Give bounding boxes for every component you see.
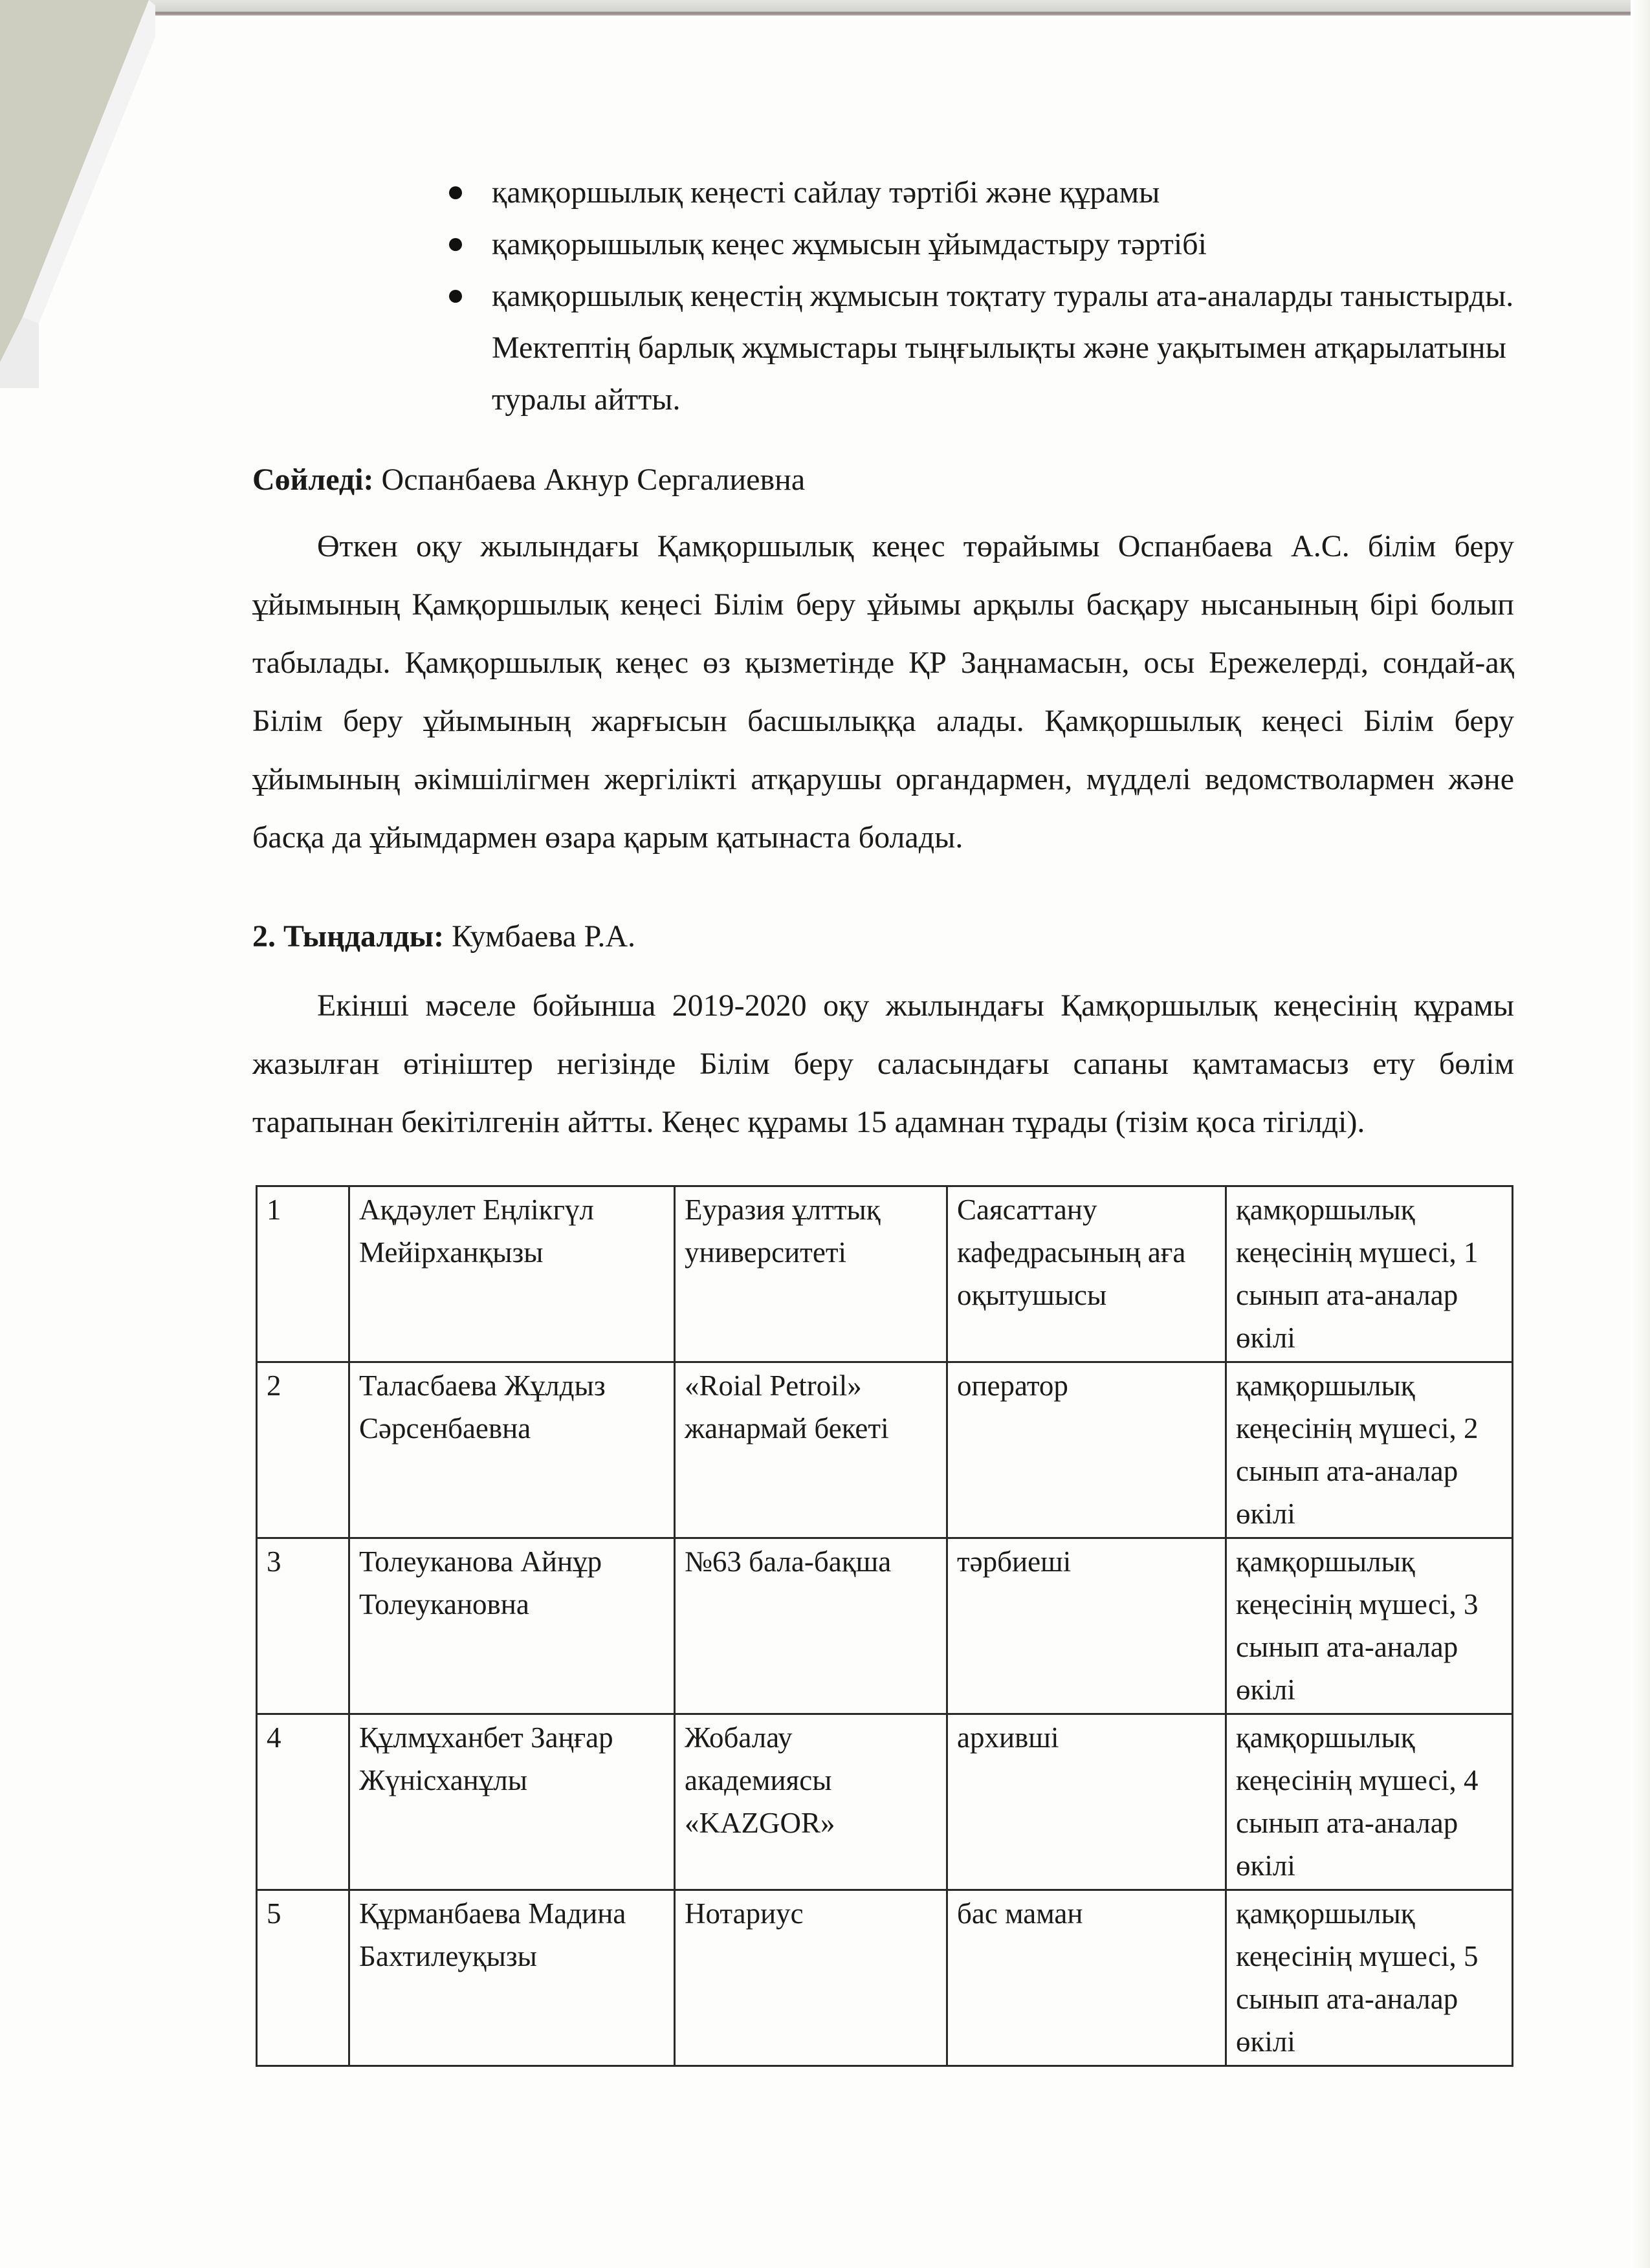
bullet-item (440, 219, 1540, 270)
bullet-text: қамқорышылық кеңес жұмысын ұйымдастыру тәртібі (492, 227, 1207, 261)
cell-position: архивші (947, 1714, 1226, 1890)
bullet-list (440, 167, 1540, 426)
table-row (257, 1362, 1513, 1538)
heard-name: Кумбаева Р.А. (452, 919, 636, 954)
bullet-item (440, 167, 1540, 219)
members-table (256, 1185, 1513, 2067)
bullet-item (440, 270, 1540, 426)
cell-organization: Жобалау академиясы «KAZGOR» (675, 1714, 947, 1890)
bullet-text: қамқоршылық кеңестің жұмысын тоқтату туралы ата-аналарды таныстырды. Мектептің барлық жұмыстары тыңғылықты және уақытымен атқарылатыны туралы айтты. (492, 279, 1514, 417)
heard-line (252, 917, 635, 956)
cell-role: қамқоршылық кеңесінің мүшесі, 4 сынып ата-аналар өкілі (1226, 1714, 1513, 1890)
paragraph-council-composition: Екінші мәселе бойынша 2019-2020 оқу жылындағы Қамқоршылық кеңесінің құрамы жазылған өтініштер негізінде Білім беру саласындағы сапаны қамтамасыз ету бөлім тарапынан бекітілгенін айтты. Кеңес құрамы 15 адамнан тұрады (тізім қоса тігілді). (252, 988, 1514, 1139)
cell-name: Таласбаева Жұлдыз Сәрсенбаевна (349, 1362, 675, 1538)
table-row (257, 1890, 1513, 2066)
cell-name: Ақдәулет Еңлікгүл Мейірханқызы (349, 1186, 675, 1362)
cell-role: қамқоршылық кеңесінің мүшесі, 1 сынып ата-аналар өкілі (1226, 1186, 1513, 1362)
cell-position: тәрбиеші (947, 1538, 1226, 1714)
paragraph-speech: Өткен оқу жылындағы Қамқоршылық кеңес төрайымы Оспанбаева А.С. білім беру ұйымының Қамқоршылық кеңесі Білім беру ұйымы арқылы басқару нысанының бірі болып табылады. Қамқоршылық кеңес өз қызметінде ҚР Заңнамасын, осы Ережелерді, сондай-ақ Білім беру ұйымының жарғысын басшылыққа алады. Қамқоршылық кеңесі Білім беру ұйымының әкімшілігмен жергілікті атқарушы органдармен, мүдделі ведомстволармен және басқа да ұйымдармен өзара қарым қатынаста болады. (252, 529, 1514, 855)
cell-number: 1 (257, 1186, 349, 1362)
bullet-icon (449, 186, 462, 199)
cell-organization: Еуразия ұлттық университеті (675, 1186, 947, 1362)
table-row (257, 1538, 1513, 1714)
cell-name: Құлмұханбет Заңғар Жүнісханұлы (349, 1714, 675, 1890)
bullet-text: қамқоршылық кеңесті сайлау тәртібі және құрамы (492, 175, 1160, 210)
speaker-name: Оспанбаева Акнур Сергалиевна (381, 463, 806, 497)
cell-role: қамқоршылық кеңесінің мүшесі, 3 сынып ата-аналар өкілі (1226, 1538, 1513, 1714)
speaker-line (252, 461, 805, 499)
paper-top-edge (155, 12, 1650, 16)
cell-position: бас маман (947, 1890, 1226, 2066)
bullet-icon (449, 238, 462, 251)
cell-organization: №63 бала-бақша (675, 1538, 947, 1714)
cell-position: Саясаттану кафедрасының аға оқытушысы (947, 1186, 1226, 1362)
heard-label: 2. Тыңдалды: (252, 919, 445, 954)
cell-position: оператор (947, 1362, 1226, 1538)
bullet-icon (449, 290, 462, 303)
folded-corner (0, 0, 155, 388)
cell-organization: Нотариус (675, 1890, 947, 2066)
cell-number: 4 (257, 1714, 349, 1890)
table-row (257, 1714, 1513, 1890)
speaker-label: Сөйледі: (252, 463, 374, 497)
cell-role: қамқоршылық кеңесінің мүшесі, 2 сынып ата-аналар өкілі (1226, 1362, 1513, 1538)
cell-name: Құрманбаева Мадина Бахтилеуқызы (349, 1890, 675, 2066)
table-row (257, 1186, 1513, 1362)
cell-organization: «Roial Petroil» жанармай бекеті (675, 1362, 947, 1538)
cell-name: Толеуканова Айнұр Толеукановна (349, 1538, 675, 1714)
cell-number: 2 (257, 1362, 349, 1538)
cell-role: қамқоршылық кеңесінің мүшесі, 5 сынып ата-аналар өкілі (1226, 1890, 1513, 2066)
cell-number: 5 (257, 1890, 349, 2066)
scan-right-margin (1631, 0, 1650, 2268)
cell-number: 3 (257, 1538, 349, 1714)
